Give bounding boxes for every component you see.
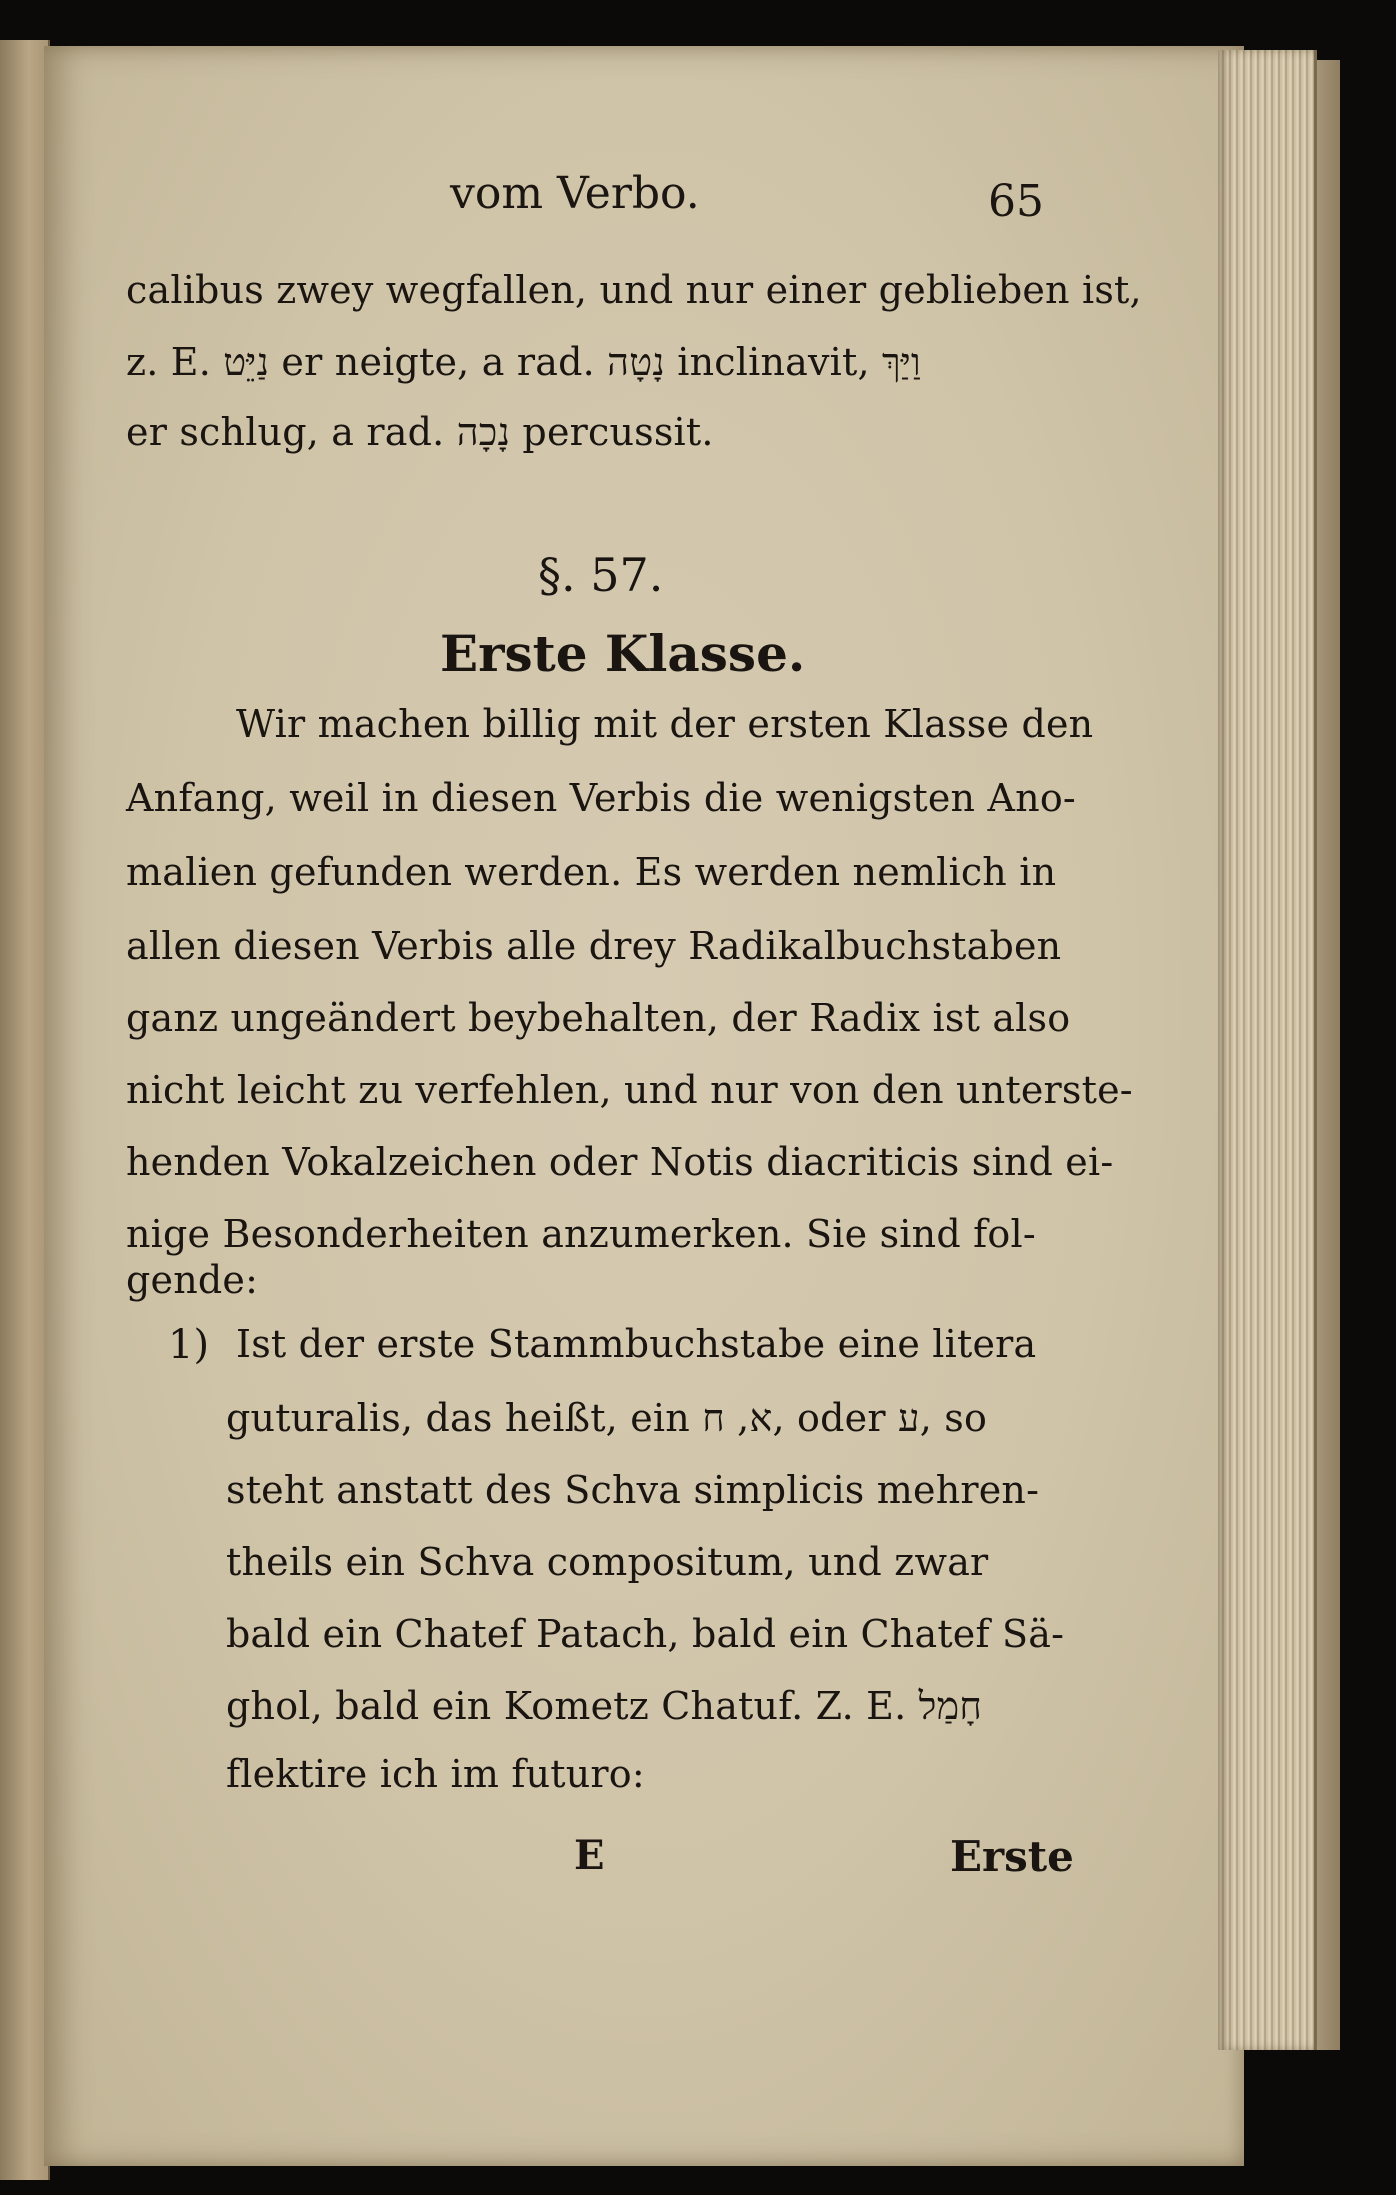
catchword: Erste <box>950 1832 1074 1881</box>
enumeration-number: 1) <box>168 1322 210 1368</box>
text-line: z. E. נַיֵּט er neigte, a rad. נָטָה inclinavit, וַיַּךְ <box>126 340 921 384</box>
text-line: er schlug, a rad. נָכָה percussit. <box>126 410 714 454</box>
book-left-edge <box>0 40 50 2180</box>
enum-line: steht anstatt des Schva simplicis mehren- <box>226 1468 1040 1512</box>
text-line: calibus zwey wegfallen, und nur einer geblieben ist, <box>126 268 1142 312</box>
paragraph-line: malien gefunden werden. Es werden nemlich in <box>126 850 1057 894</box>
paragraph-line: nicht leicht zu verfehlen, und nur von den unterste- <box>126 1068 1133 1112</box>
enum-line: ghol, bald ein Kometz Chatuf. Z. E. חָמַל <box>226 1684 983 1728</box>
enum-line: guturalis, das heißt, ein א, ח, oder ע, so <box>226 1396 988 1440</box>
class-heading: Erste Klasse. <box>440 624 806 683</box>
paragraph-line: henden Vokalzeichen oder Notis diacriticis sind ei- <box>126 1140 1114 1184</box>
enum-line: Ist der erste Stammbuchstabe eine litera <box>236 1322 1037 1366</box>
paragraph-line: gende: <box>126 1258 259 1302</box>
paragraph-line: Wir machen billig mit der ersten Klasse den <box>236 702 1094 746</box>
paragraph-line: ganz ungeändert beybehalten, der Radix ist also <box>126 996 1071 1040</box>
paragraph-line: nige Besonderheiten anzumerken. Sie sind fol- <box>126 1212 1036 1256</box>
enum-line: flektire ich im futuro: <box>226 1752 645 1796</box>
page-stack-edges <box>1218 50 1317 2050</box>
enum-line: theils ein Schva compositum, und zwar <box>226 1540 989 1584</box>
paragraph-line: allen diesen Verbis alle drey Radikalbuchstaben <box>126 924 1062 968</box>
paragraph-line: Anfang, weil in diesen Verbis die wenigsten Ano- <box>126 776 1076 820</box>
page-number: 65 <box>988 176 1044 227</box>
running-head: vom Verbo. <box>450 168 700 219</box>
enum-line: bald ein Chatef Patach, bald ein Chatef Sä- <box>226 1612 1065 1656</box>
section-mark: §. 57. <box>538 548 664 602</box>
signature-mark: E <box>574 1832 605 1879</box>
